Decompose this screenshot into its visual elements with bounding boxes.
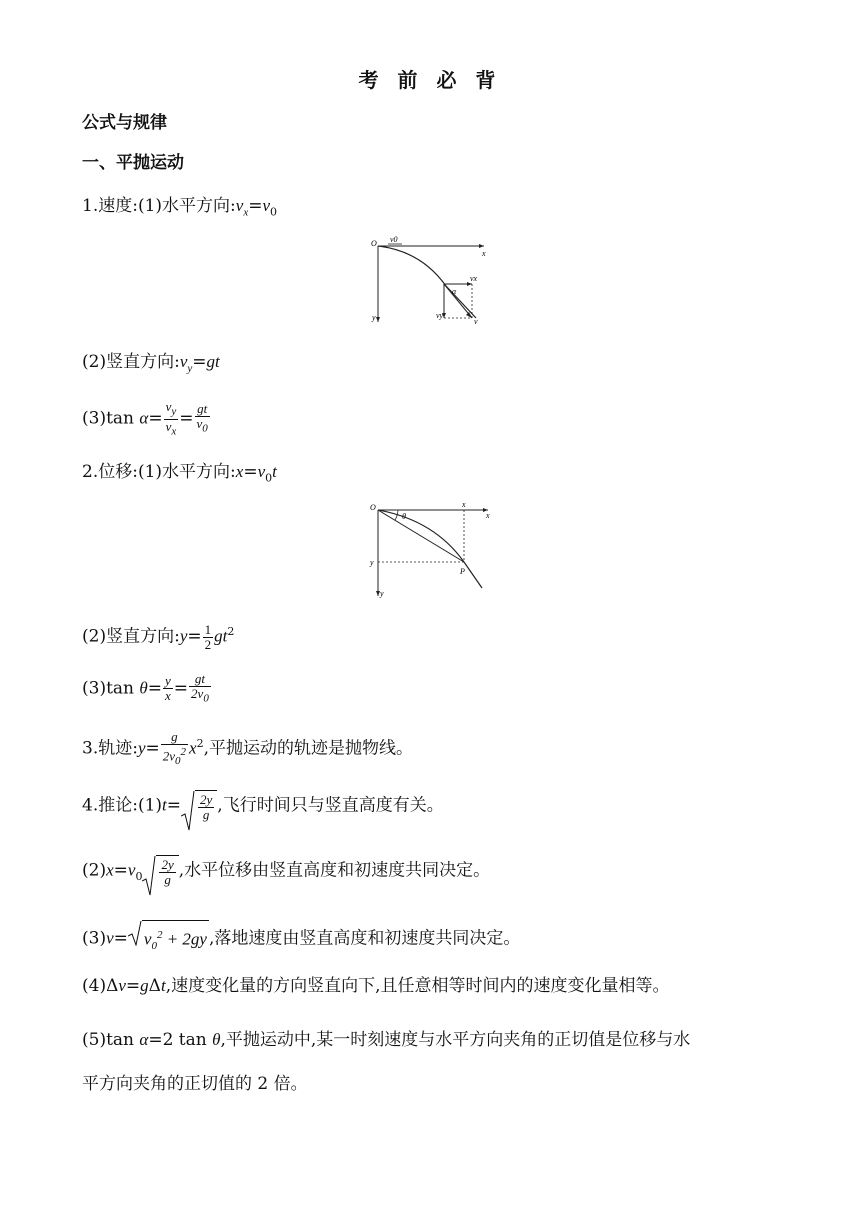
inference-tan-relation-continued: 平方向夹角的正切值的 2 倍。 bbox=[82, 1074, 308, 1094]
displacement-diagram bbox=[364, 500, 494, 600]
line-suffix: ,平抛运动中,某一时刻速度与水平方向夹角的正切值是位移与水 bbox=[220, 1030, 691, 1050]
line-text: (3) bbox=[82, 928, 107, 949]
line-text: 1.速度:(1)水平方向: bbox=[82, 196, 236, 216]
trajectory-line: 3.轨迹:y= $\frac{g}{2v_0^2}$ $x^2$,平抛运动的轨迹是抛物线。 bbox=[82, 729, 413, 767]
origin-label: O bbox=[370, 503, 376, 512]
line-suffix: ,飞行时间只与竖直高度有关。 bbox=[217, 795, 444, 816]
line-suffix: ,平抛运动的轨迹是抛物线。 bbox=[203, 738, 413, 759]
vx-label: vx bbox=[470, 274, 478, 283]
line-text: (5)tan bbox=[82, 1030, 140, 1050]
y-axis-label: y bbox=[380, 589, 384, 598]
displacement-vertical-line: (2)竖直方向:y= $\frac{1}{2}$ $gt^2$ bbox=[82, 621, 235, 652]
p-label: P bbox=[460, 567, 465, 576]
line-text: (2)竖直方向: bbox=[82, 352, 180, 372]
x-mark-label: x bbox=[462, 500, 466, 509]
line-text: 4.推论:(1) bbox=[82, 795, 163, 816]
y-mark-label: y bbox=[370, 558, 374, 567]
v0-label: v0 bbox=[390, 236, 398, 244]
line-text: 2.位移:(1)水平方向: bbox=[82, 462, 236, 482]
line-text: (4) bbox=[82, 976, 107, 996]
origin-label: O bbox=[371, 239, 377, 248]
alpha-label: α bbox=[452, 287, 457, 296]
page-title: 考 前 必 背 bbox=[358, 68, 502, 92]
velocity-diagram bbox=[366, 236, 490, 326]
line-suffix: ,水平位移由竖直高度和初速度共同决定。 bbox=[178, 860, 491, 881]
line-suffix: ,速度变化量的方向竖直向下,且任意相等时间内的速度变化量相等。 bbox=[165, 976, 670, 996]
line-text: (2) bbox=[82, 860, 107, 881]
velocity-vertical-line: (2)竖直方向$:v_y=gt$ bbox=[82, 352, 220, 375]
inference-displacement-line: $(2)x=v_0$ $\frac{2y}{g}$ ,水平位移由竖直高度和初速度共同决定。 bbox=[82, 855, 490, 889]
section-heading: 公式与规律 bbox=[82, 113, 167, 133]
y-axis-label: y bbox=[372, 313, 376, 322]
line-suffix: ,落地速度由竖直高度和初速度共同决定。 bbox=[208, 928, 521, 949]
vy-label: vy bbox=[436, 311, 444, 320]
theta-label: θ bbox=[402, 512, 406, 521]
tan-theta-line: (3)tan θ= $\frac{y}{x}$ = $\frac{gt}{2v_0}$ bbox=[82, 671, 209, 705]
line-text: (3)tan bbox=[82, 678, 140, 699]
line-text: (2)竖直方向: bbox=[82, 626, 180, 647]
tan-alpha-line: (3)tan α= $\frac{v_y}{v_x}$ = $\frac{gt}{v_0}$ bbox=[82, 399, 208, 438]
displacement-horizontal-line: 2.位移:(1)水平方向$:x=v_0t$ bbox=[82, 462, 277, 485]
line-text: (3)tan bbox=[82, 408, 140, 429]
subsection-heading: 一、平抛运动 bbox=[82, 153, 184, 173]
inference-tan-relation-line: (5)tan α=2 tan θ,平抛运动中,某一时刻速度与水平方向夹角的正切值是位移与水 bbox=[82, 1030, 691, 1050]
v-label: v bbox=[474, 317, 478, 326]
x-axis-label: x bbox=[486, 511, 490, 520]
line-text: 3.轨迹: bbox=[82, 738, 138, 759]
inference-velocity-line: (3)v= $v_0^2 + 2gy$ ,落地速度由竖直高度和初速度共同决定。 bbox=[82, 920, 520, 958]
x-axis-label: x bbox=[482, 249, 486, 258]
velocity-horizontal-line: 1.速度:(1)水平方向$:v_x=v_0$ bbox=[82, 196, 277, 219]
inference-velocity-change-line: (4)Δv=gΔt,速度变化量的方向竖直向下,且任意相等时间内的速度变化量相等。 bbox=[82, 976, 670, 996]
inference-time-line: 4.推论:(1)t= $\frac{2y}{g}$ ,飞行时间只与竖直高度有关。 bbox=[82, 790, 444, 822]
